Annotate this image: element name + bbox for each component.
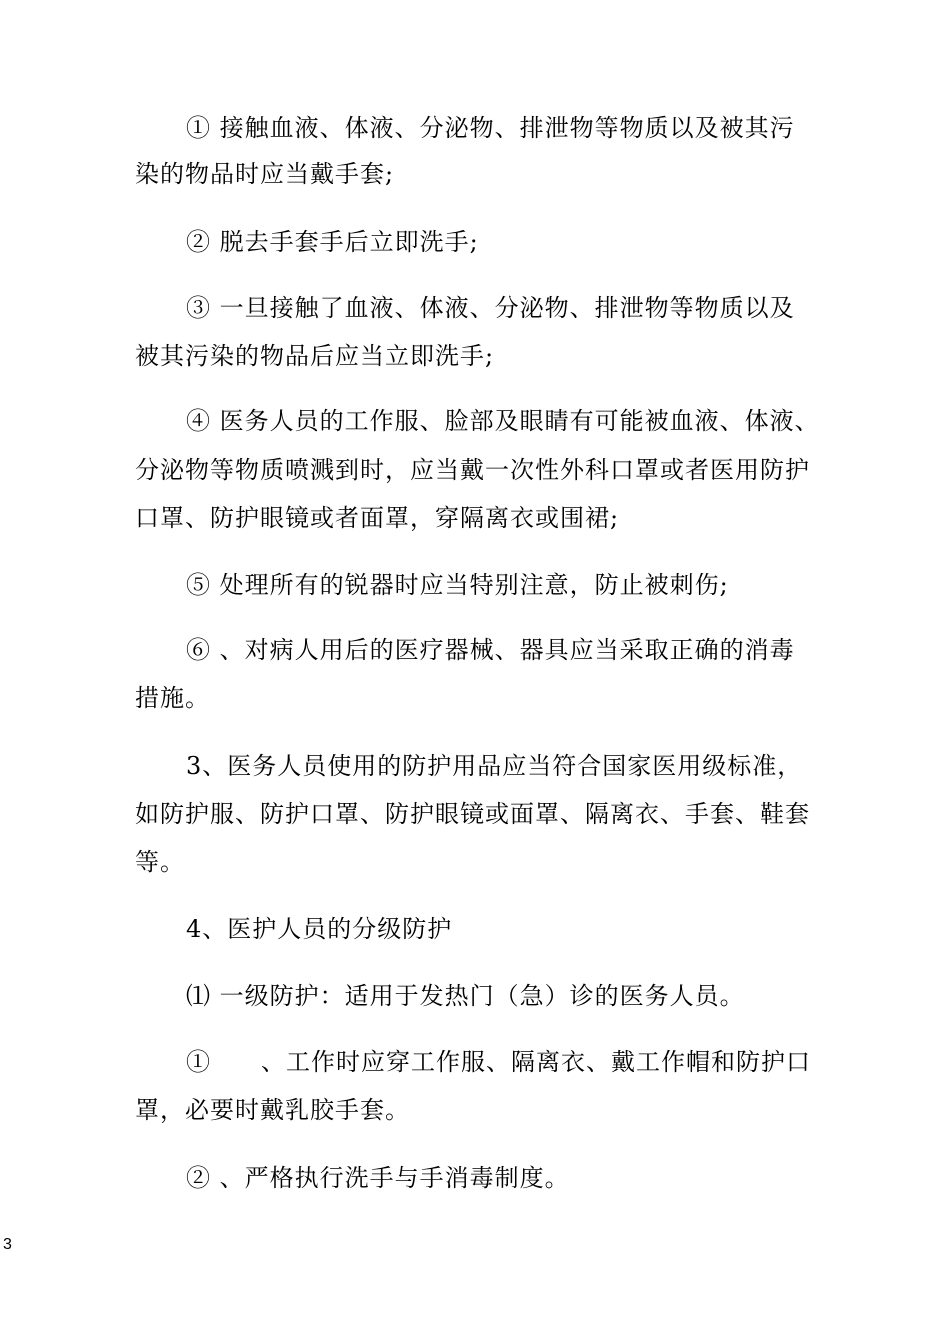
text-line: 罩，必要时戴乳胶手套。: [135, 1096, 410, 1124]
text-line: ④ 医务人员的工作服、脸部及眼睛有可能被血液、体液、: [186, 407, 820, 435]
text-line: ③ 一旦接触了血液、体液、分泌物、排泄物等物质以及: [186, 294, 795, 322]
page-number: 3: [3, 1236, 12, 1253]
text-line: 分泌物等物质喷溅到时，应当戴一次性外科口罩或者医用防护: [135, 456, 810, 484]
text-line: ① 接触血液、体液、分泌物、排泄物等物质以及被其污: [186, 114, 795, 142]
text-line: 3、医务人员使用的防护用品应当符合国家医用级标准，: [186, 752, 803, 780]
text-line: 染的物品时应当戴手套;: [135, 160, 395, 188]
text-line: ② 脱去手套手后立即洗手;: [186, 228, 479, 256]
text-line: 如防护服、防护口罩、防护眼镜或面罩、隔离衣、手套、鞋套: [135, 800, 810, 828]
text-line: ⑤ 处理所有的锐器时应当特别注意，防止被刺伤;: [186, 571, 729, 599]
text-line: 措施。: [135, 684, 210, 712]
text-line: ② 、严格执行洗手与手消毒制度。: [186, 1164, 570, 1192]
text-line: ① 、工作时应穿工作服、隔离衣、戴工作帽和防护口: [186, 1048, 811, 1076]
text-line: ⑴ 一级防护：适用于发热门（急）诊的医务人员。: [186, 982, 745, 1010]
text-line: 口罩、防护眼镜或者面罩，穿隔离衣或围裙;: [135, 504, 620, 532]
text-line: ⑥ 、对病人用后的医疗器械、器具应当采取正确的消毒: [186, 636, 795, 664]
text-line: 4、医护人员的分级防护: [186, 915, 453, 943]
text-line: 等。: [135, 848, 185, 876]
text-line: 被其污染的物品后应当立即洗手;: [135, 342, 495, 370]
